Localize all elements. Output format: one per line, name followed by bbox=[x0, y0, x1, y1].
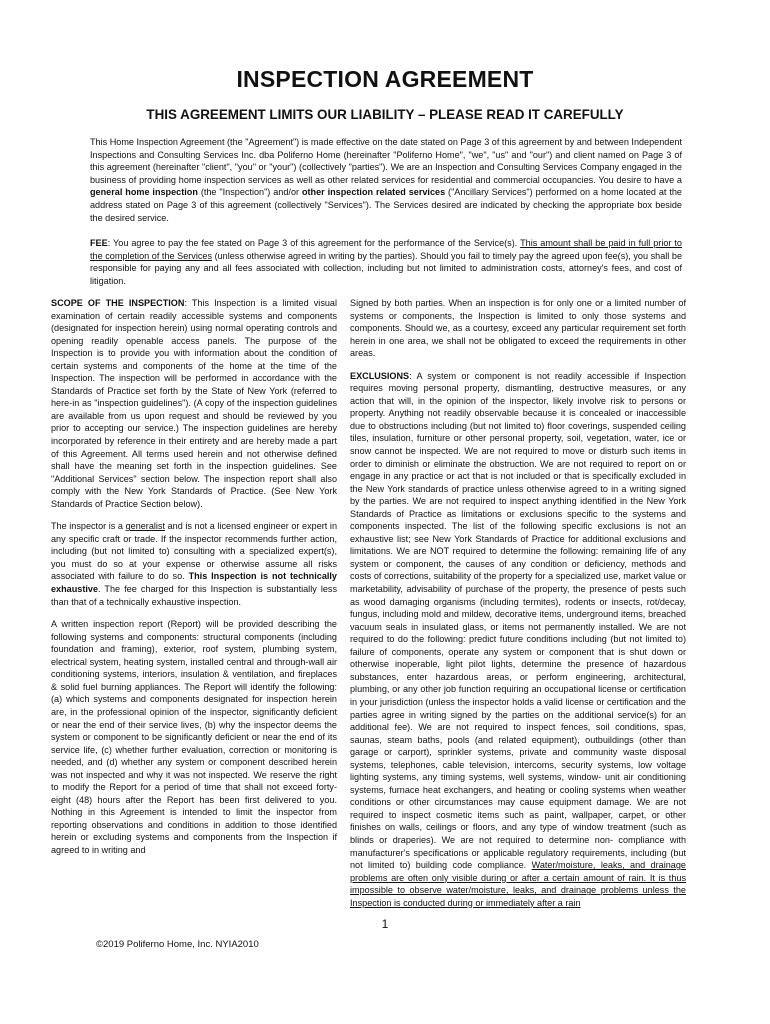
exclusions-text: : A system or component is not readily accessible if Inspection requires moving personal property, dismantling, destructive measures, or any action that will, in the opinion of the inspector, likely involve risk to persons or property. Anything not readily observable because it is concealed or inaccessible due to obstructions including (but not limited to) floor coverings, suspended ceiling tiles, insulation, furniture or other personal property, soil, vegetation, water, ice or snow cannot be inspected. We are not required to move or disturb such items in order to diminish or eliminate the obstruction. We are not required to report on or engage in any practice or act that is not included or that is specifically excluded in the New York standards of practice unless otherwise agreed to in a writing signed by the parties. We are not required to inspect anything identified in the New York Standards of Practice as limitations or exclusions specific to the systems and components inspected. The list of the following specific exclusions is not an exhaustive list; see New York Standards of Practice for additional exclusions and limitations. We are NOT required to determine the following: remaining life of any system or component, the causes of any condition or deficiency, methods and costs of corrections, suitability of the property for a specialized use, market value or marketability, advisability of purchase of the property, the presence of pests such as wood damaging organisms (including termites), rodents or insects, rot/decay, fungus, including mold and mildew, decorative items, underground items, breached vacuum seals in insulated glass, or items not permanently installed. We are not required to do the following: predict future conditions including (but not limited to) failure of components, operate any system or component that is shut down or otherwise inoperable, light pilot lights, determine the presence of hazardous substances, enter hazardous areas, or perform engineering, architectural, plumbing, or any other job function requiring an occupational license or certification in your jurisdiction (unless the inspector holds a valid license or certification and the parties agree in writing signed by the parties on the additional service(s) for an additional fee). We are not required to inspect fences, soil conditions, spas, saunas, steam baths, pools (and related equipment), outbuildings (other than garage or carport), sprinkler systems, private and community waste disposal systems, telephones, cable television, intercoms, security systems, low voltage lighting systems, any timing systems, well systems, window- unit air conditioning systems, furnace heat exchangers, and heating or cooling systems when weather conditions or other circumstances may cause equipment damage. We are not required to inspect cosmetic items such as paint, wallpaper, carpet, or other finishes on walls, ceilings or floors, and any type of window treatment (such as blinds or draperies). We are not required to determine non- compliance with manufacturer's specifications or applicable regulatory requirements, including (but not limited to) building code compliance. bbox=[350, 370, 686, 871]
generalist-text: and is not a licensed engineer or expert in any specific craft or trade. If the inspector recommends further action, including (but not limited to) consulting with a specialized expert(s), you must do so at your expense or otherwise assume all risks associated with failure to do so. bbox=[51, 521, 337, 582]
exclusions-paragraph bbox=[350, 370, 686, 910]
fee-text: : You agree to pay the fee stated on Page 3 of this agreement for the performance of the Service(s). bbox=[107, 238, 521, 248]
fee-heading: FEE bbox=[90, 238, 108, 248]
page-number: 1 bbox=[381, 917, 389, 931]
generalist-text: . The fee charged for this Inspection is substantially less than that of a technically exhaustive inspection. bbox=[51, 584, 337, 607]
generalist-term: generalist bbox=[125, 521, 166, 532]
other-services-term: other inspection related services bbox=[301, 187, 446, 198]
fee-text: (unless otherwise agreed in writing by the parties). Should you fail to timely pay the agreed upon fee(s), you shall be responsible for paying any and all fees associated with collection, including but not limited to administration costs, attorney's fees, and cost of litigation. bbox=[90, 250, 682, 286]
scope-paragraph bbox=[51, 297, 337, 510]
copyright-footer: ©2019 Poliferno Home, Inc. NYIA2010 bbox=[96, 939, 259, 950]
not-exhaustive-term: This Inspection is not technically exhaustive bbox=[51, 571, 337, 595]
general-inspection-term: general home inspection bbox=[90, 187, 198, 198]
generalist-paragraph bbox=[51, 520, 337, 608]
report-paragraph: A written inspection report (Report) will be provided describing the following systems and components: structural components (including foundation and framing), exterior, roof system, plumbing system, electrical system, heating system, installed central and through-wall air conditioning systems, interiors, insulation & ventilation, and fireplaces & solid fuel burning appliances. The Report will identify the following: (a) which systems and components designated for inspection herein are, in the professional opinion of the inspector, significantly deficient or near the end of their service lives, (b) why the inspector deems the system or component to be significantly deficient or near the end of its service life, (c) whether further evaluation, correction or monitoring is needed, and (d) whether any system or component described herein was not inspected and why it was not inspected. We reserve the right to modify the Report for a period of time that shall not exceed forty-eight (48) hours after the Report has been first delivered to you. Nothing in this Agreement is intended to limit the inspector from reporting observations and conditions in addition to those identified herein or excluding systems and components from the Inspection if agreed to in writing and bbox=[51, 619, 337, 855]
intro-text: ("Ancillary Services") performed on a home located at the address stated on Page 3 of this agreement (collectively "Services"). The Services desired are indicated by checking the appropriate box beside the desired service. bbox=[90, 187, 682, 223]
scope-text: : This Inspection is a limited visual examination of certain readily accessible systems and components (designated for inspection herein) using normal operating controls and opening readily openable access panels. The purpose of the Inspection is to provide you with information about the condition of certain systems and components of the home at the time of the Inspection. The inspection will be performed in accordance with the Standards of Practice set forth by the State of New York (referred to here-in as "inspection guidelines"). (A copy of the inspection guidelines are available from us upon request and should be reviewed by you prior to accepting our service.) The inspection guidelines are hereby incorporated by reference in their entirety and are hereby made a part of this Agreement. All terms used herein and not otherwise defined shall have the meaning set forth in the inspection guidelines. See "Additional Services" section below. The inspection report shall also comply with the New York Standards of Practice. (See New York Standards of Practice Section below). bbox=[51, 298, 337, 509]
document-subtitle: THIS AGREEMENT LIMITS OUR LIABILITY – PLEASE READ IT CAREFULLY bbox=[146, 107, 624, 122]
intro-paragraph bbox=[90, 136, 682, 224]
water-moisture-notice: Water/moisture, leaks, and drainage problems are often only visible during or after a certain amount of rain. It is thus impossible to observe water/moisture, leaks, and drainage problems unless the Inspection is conducted during or immediately after a rain bbox=[350, 860, 686, 908]
signed-paragraph: Signed by both parties. When an inspection is for only one or a limited number of systems or components, the Inspection is limited to only those systems and components. Should we, as a courtesy, exceed any particular requirement set forth herein in one area, we shall not be obligated to exceed the requirements in other areas. bbox=[350, 298, 686, 359]
generalist-text: The inspector is a bbox=[51, 521, 126, 532]
exclusions-heading: EXCLUSIONS bbox=[350, 370, 410, 381]
right-column bbox=[350, 297, 686, 919]
intro-text: (the "Inspection") and/or bbox=[197, 187, 302, 198]
intro-text: This Home Inspection Agreement (the "Agreement") is made effective on the date stated on Page 3 of this agreement by and between Independent Inspections and Consulting Services Inc. dba Poliferno Home (hereinafter "Poliferno Home", "we", "us" and "our") and client named on Page 3 of this agreement (hereinafter "client", "you" or "your") (collectively "parties"). We are an Inspection and Consulting Services Company engaged in the business of providing home inspection services as well as other related services for residential and commercial occupancies. You desire to have a bbox=[90, 137, 682, 185]
fee-paragraph bbox=[90, 237, 682, 287]
scope-heading: SCOPE OF THE INSPECTION bbox=[51, 298, 185, 308]
document-title: INSPECTION AGREEMENT bbox=[236, 66, 534, 92]
fee-underlined-text: This amount shall be paid in full prior to the completion of the Services bbox=[90, 238, 682, 261]
left-column bbox=[51, 297, 337, 867]
